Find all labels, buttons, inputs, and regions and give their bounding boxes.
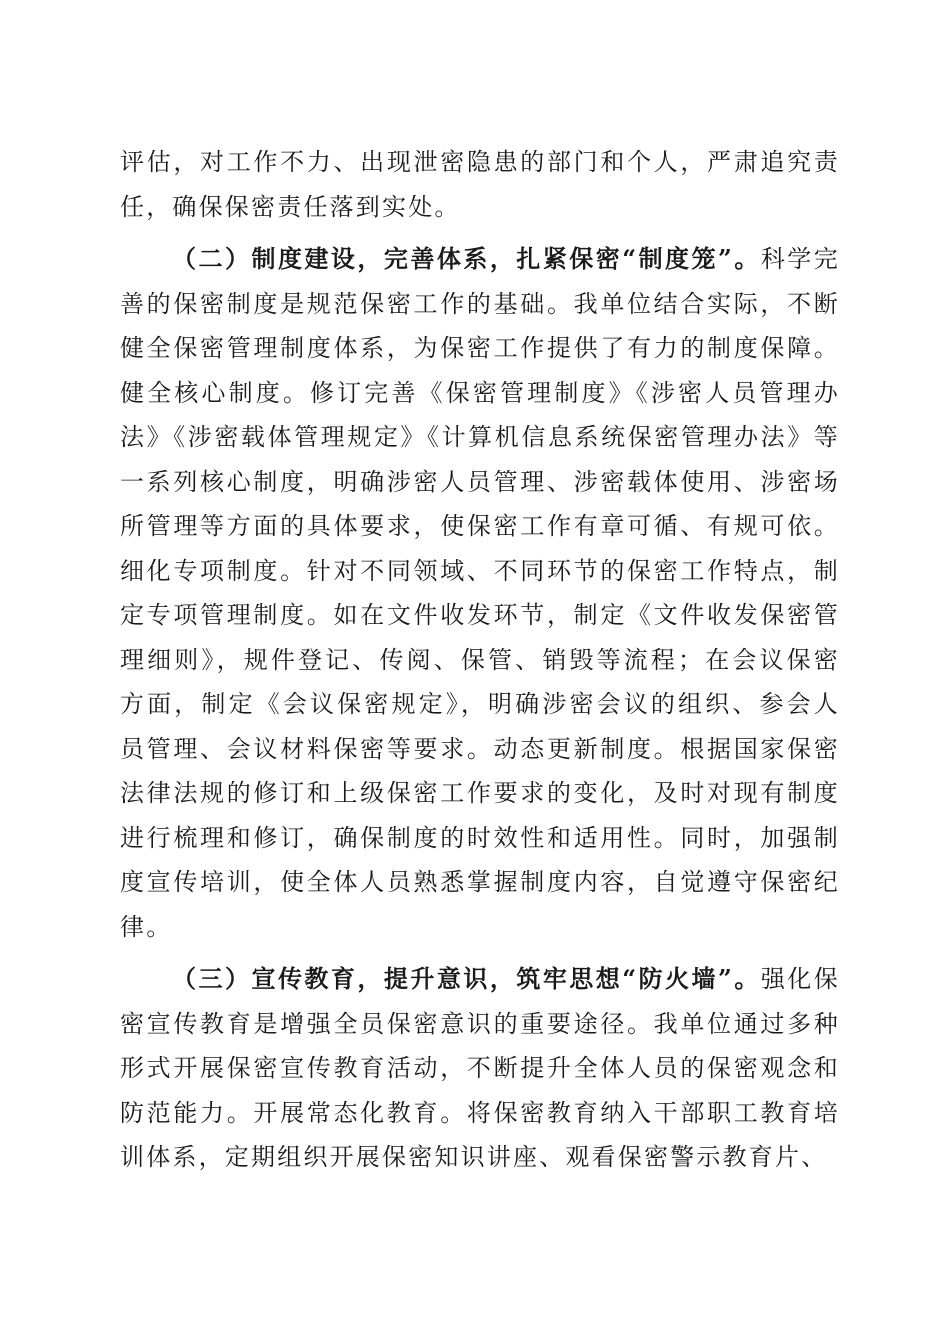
- section-2-paragraph: [120, 237, 840, 949]
- paragraph-continuation: 评估，对工作不力、出现泄密隐患的部门和个人，严肃追究责任，确保保密责任落到实处。: [120, 148, 840, 221]
- section-3-body: 强化保密宣传教育是增强全员保密意识的重要途径。我单位通过多种形式开展保密宣传教育活动，不断提升全体人员的保密观念和防范能力。开展常态化教育。将保密教育纳入干部职工教育培训体系，定期组织开展保密知识讲座、观看保密警示教育片、: [120, 965, 840, 1171]
- section-2-heading: （二）制度建设，完善体系，扎紧保密“制度笼”。: [172, 244, 761, 273]
- paragraph-gap: [120, 229, 840, 237]
- section-2-body: 科学完善的保密制度是规范保密工作的基础。我单位结合实际，不断健全保密管理制度体系，为保密工作提供了有力的制度保障。健全核心制度。修订完善《保密管理制度》《涉密人员管理办法》《涉密载体管理规定》《计算机信息系统保密管理办法》等一系列核心制度，明确涉密人员管理、涉密载体使用、涉密场所管理等方面的具体要求，使保密工作有章可循、有规可依。细化专项制度。针对不同领域、不同环节的保密工作特点，制定专项管理制度。如在文件收发环节，制定《文件收发保密管理细则》，规件登记、传阅、保管、销毁等流程；在会议保密方面，制定《会议保密规定》，明确涉密会议的组织、参会人员管理、会议材料保密等要求。动态更新制度。根据国家保密法律法规的修订和上级保密工作要求的变化，及时对现有制度进行梳理和修订，确保制度的时效性和适用性。同时，加强制度宣传培训，使全体人员熟悉掌握制度内容，自觉遵守保密纪律。: [120, 245, 840, 941]
- document-body: [120, 140, 840, 1180]
- section-3-heading: （三）宣传教育，提升意识，筑牢思想“防火墙”。: [172, 964, 761, 993]
- section-3-paragraph: [120, 957, 840, 1180]
- paragraph-gap: [120, 949, 840, 957]
